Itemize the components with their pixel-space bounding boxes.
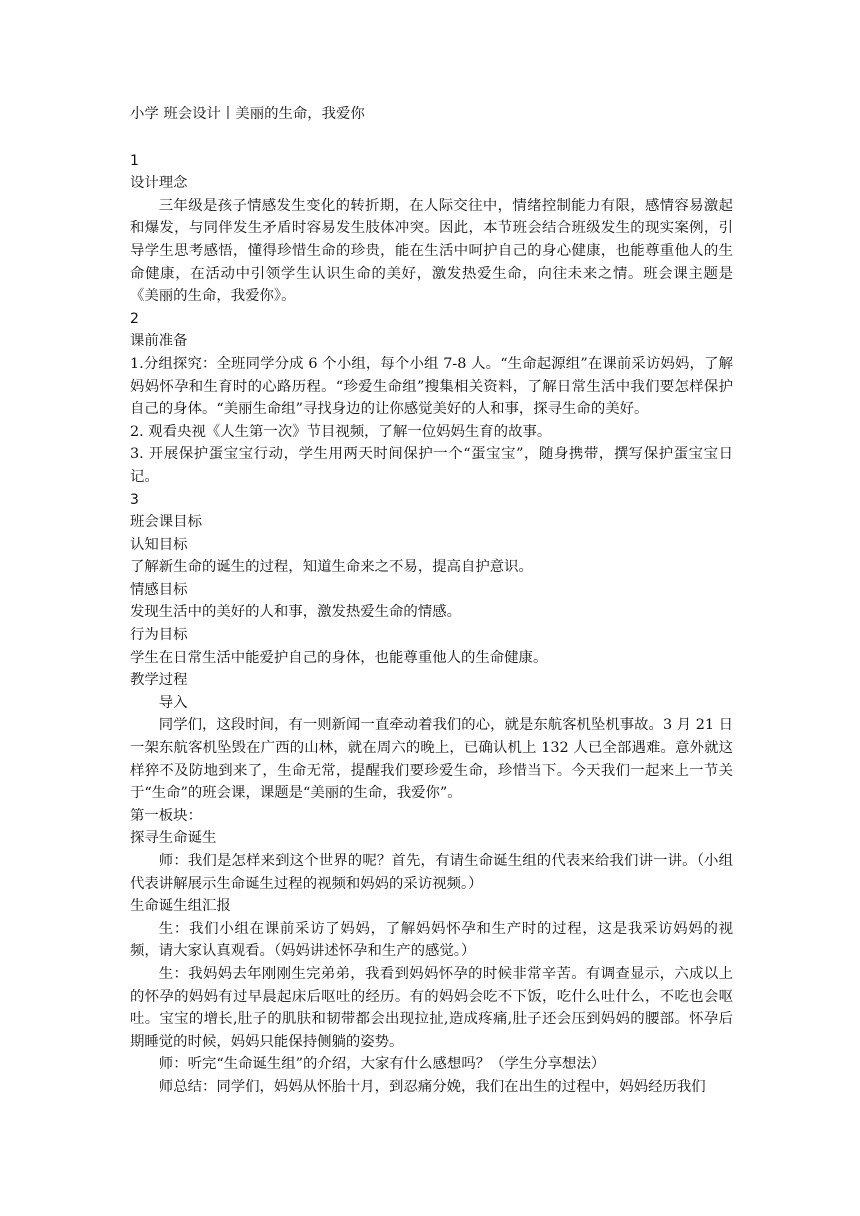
- section-heading: 班会课目标: [130, 514, 202, 531]
- prep-item: 1.分组探究：全班同学分成 6 个小组，每个小组 7-8 人。“生命起源组”在课前采访妈妈，了解妈妈怀孕和生育时的心路历程。“珍爱生命组”搜集相关资料，了解日常生活中我们要怎样保护自己的身体。“美丽生命组”寻找身边的让你感觉美好的人和事，探寻生命的美好。: [130, 355, 733, 418]
- student-line: 生：我们小组在课前采访了妈妈，了解妈妈怀孕和生产时的过程，这是我采访妈妈的视频，请大家认真观看。（妈妈讲述怀孕和生产的感觉。）: [130, 920, 733, 960]
- document-title: 小学 班会设计丨美丽的生命，我爱你: [130, 106, 365, 122]
- student-line: 生：我妈妈去年刚刚生完弟弟，我看到妈妈怀孕的时候非常辛苦。有调查显示，六成以上的怀孕的妈妈有过早晨起床后呕吐的经历。有的妈妈会吃不下饭，吃什么吐什么，不吃也会呕吐。宝宝的增长,肚子的肌肤和韧带都会出现拉扯,造成疼痛,肚子还会压到妈妈的腰部。怀孕后期睡觉的时候，妈妈只能保持侧躺的姿势。: [130, 965, 733, 1050]
- teacher-line: 师总结：同学们，妈妈从怀胎十月，到忍痛分娩，我们在出生的过程中，妈妈经历我们: [158, 1078, 706, 1095]
- goal-label: 情感目标: [130, 581, 188, 598]
- section-number: 1: [130, 152, 139, 169]
- block-label: 第一板块：: [130, 807, 202, 824]
- goal-label: 认知目标: [130, 536, 188, 553]
- subheading: 导入: [158, 694, 188, 711]
- teacher-line: 师：听完“生命诞生组”的介绍，大家有什么感想吗？（学生分享想法）: [158, 1056, 606, 1073]
- block-title: 探寻生命诞生: [130, 830, 217, 847]
- document-page: [130, 103, 733, 1099]
- prep-item: 3. 开展保护蛋宝宝行动，学生用两天时间保护一个“蛋宝宝”，随身携带，撰写保护蛋宝宝日记。: [130, 446, 733, 485]
- section-number: 3: [130, 491, 139, 508]
- section-heading: 教学过程: [130, 672, 188, 689]
- goal-text: 了解新生命的诞生的过程，知道生命来之不易，提高自护意识。: [130, 559, 533, 576]
- goal-text: 学生在日常生活中能爱护自己的身体，也能尊重他人的生命健康。: [130, 649, 548, 666]
- teacher-line: 师：我们是怎样来到这个世界的呢？首先，有请生命诞生组的代表来给我们讲一讲。（小组代表讲解展示生命诞生过程的视频和妈妈的采访视频。）: [130, 853, 733, 892]
- subheading: 生命诞生组汇报: [130, 898, 231, 915]
- section-heading: 设计理念: [130, 175, 188, 192]
- paragraph-design-concept: 三年级是孩子情感发生变化的转折期，在人际交往中，情绪控制能力有限，感情容易激起和爆发，与同伴发生矛盾时容易发生肢体冲突。因此，本节班会结合班级发生的现实案例，引导学生思考感悟，懂得珍惜生命的珍贵，能在生活中呵护自己的身心健康，也能尊重他人的生命健康，在活动中引领学生认识生命的美好，激发热爱生命，向往未来之情。班会课主题是《美丽的生命，我爱你》。: [130, 197, 733, 305]
- paragraph-intro: 同学们，这段时间，有一则新闻一直牵动着我们的心，就是东航客机坠机事故。3 月 21 日一架东航客机坠毁在广西的山林，就在周六的晚上，已确认机上 132 人已全部遇难。意外就这样猝不及防地到来了，生命无常，提醒我们要珍爱生命，珍惜当下。今天我们一起来上一节关于“生命”的班会课，课题是“美丽的生命，我爱你”。: [130, 717, 733, 802]
- goal-text: 发现生活中的美好的人和事，激发热爱生命的情感。: [130, 604, 461, 621]
- goal-label: 行为目标: [130, 627, 188, 644]
- prep-item: 2. 观看央视《人生第一次》节目视频，了解一位妈妈生育的故事。: [130, 423, 552, 440]
- section-number: 2: [130, 310, 139, 327]
- section-heading: 课前准备: [130, 333, 188, 350]
